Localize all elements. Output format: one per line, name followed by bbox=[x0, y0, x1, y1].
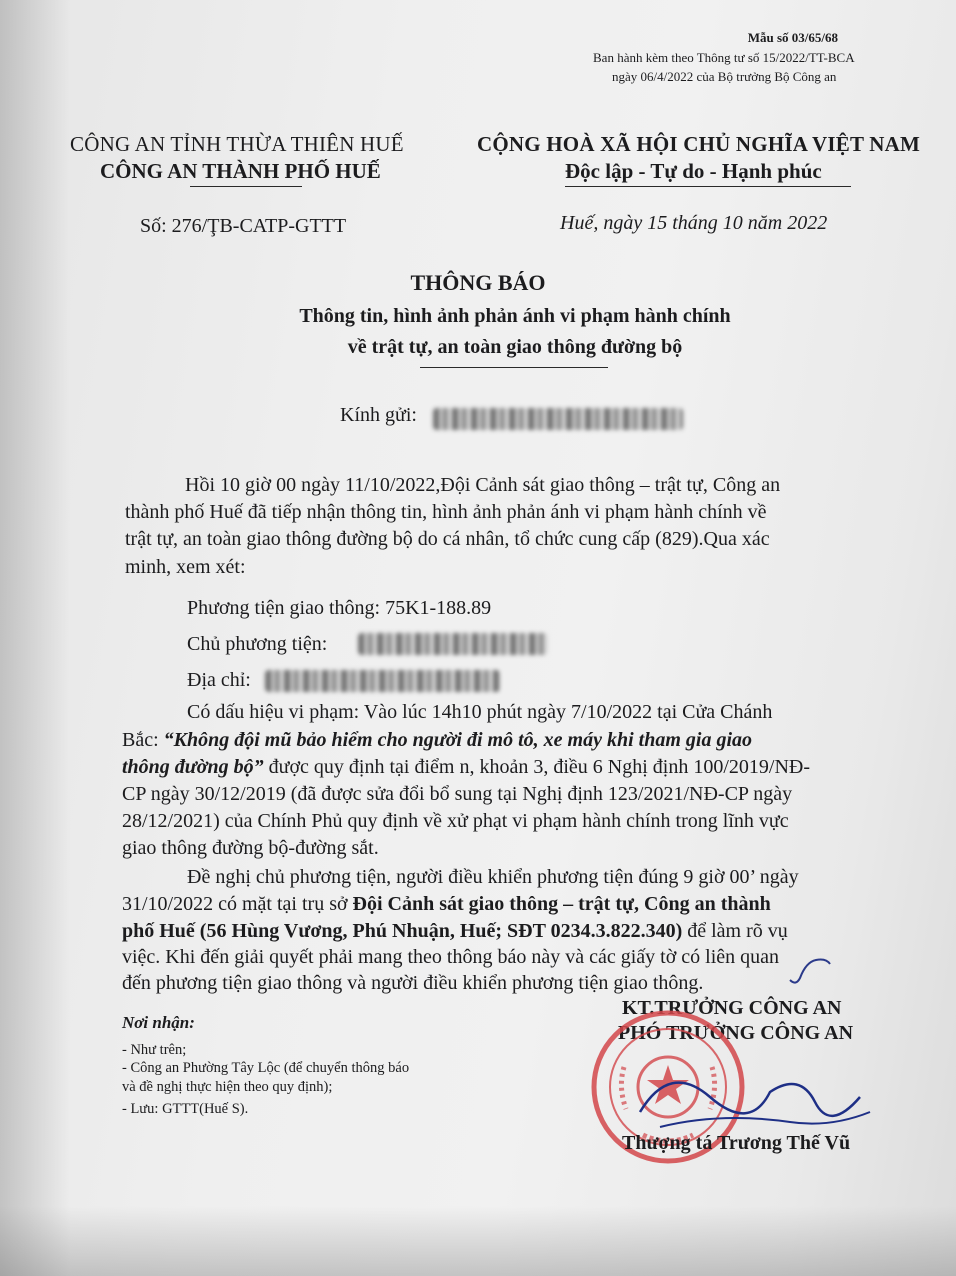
body-intro-line-4: minh, xem xét: bbox=[125, 556, 246, 578]
address-label: Địa chỉ: bbox=[187, 669, 251, 691]
redacted-owner bbox=[358, 633, 548, 655]
motto-underline bbox=[565, 186, 851, 187]
violation-line-5: 28/12/2021) của Chính Phủ quy định về xử phạt vi phạm hành chính trong lĩnh vực bbox=[122, 810, 789, 832]
body-intro-line-3: trật tự, an toàn giao thông đường bộ do cá nhân, tổ chức cung cấp (829).Qua xác bbox=[125, 528, 770, 550]
issuing-org-parent: CÔNG AN TỈNH THỪA THIÊN HUẾ bbox=[70, 132, 404, 156]
national-title: CỘNG HOÀ XÃ HỘI CHỦ NGHĨA VIỆT NAM bbox=[477, 132, 920, 156]
recipients-label: Nơi nhận: bbox=[122, 1013, 195, 1032]
national-motto: Độc lập - Tự do - Hạnh phúc bbox=[565, 159, 822, 183]
recipient-item-3: và đề nghị thực hiện theo quy định); bbox=[122, 1079, 333, 1095]
signer-name: Thượng tá Trương Thế Vũ bbox=[622, 1132, 851, 1154]
body-intro-line-1: Hồi 10 giờ 00 ngày 11/10/2022,Đội Cảnh sát giao thông – trật tự, Công an bbox=[185, 474, 781, 496]
document-number: Số: 276/ŢB-CATP-GTTT bbox=[140, 215, 347, 237]
redacted-recipient bbox=[433, 408, 683, 430]
recipient-label: Kính gửi: bbox=[340, 404, 417, 426]
form-issued-line-2: ngày 06/4/2022 của Bộ trưởng Bộ Công an bbox=[612, 69, 837, 84]
request-line-5: đến phương tiện giao thông và người điều khiển phương tiện giao thông. bbox=[122, 972, 704, 994]
org-underline bbox=[190, 186, 302, 187]
vehicle-plate: Phương tiện giao thông: 75K1-188.89 bbox=[187, 597, 492, 619]
redacted-address bbox=[265, 670, 500, 692]
form-code: Mẫu số 03/65/68 bbox=[747, 30, 838, 45]
document-subtitle-1: Thông tin, hình ảnh phản ánh vi phạm hành chính bbox=[299, 305, 731, 327]
recipient-item-4: - Lưu: GTTT(Huế S). bbox=[122, 1101, 249, 1117]
subtitle-underline bbox=[420, 367, 608, 368]
place-and-date: Huế, ngày 15 tháng 10 năm 2022 bbox=[560, 212, 828, 234]
request-line-3: phố Huế (56 Hùng Vương, Phú Nhuận, Huế; SĐT 0234.3.822.340) để làm rõ vụ bbox=[122, 920, 788, 942]
request-line-4: việc. Khi đến giải quyết phải mang theo thông báo này và các giấy tờ có liên quan bbox=[122, 946, 780, 968]
body-intro-line-2: thành phố Huế đã tiếp nhận thông tin, hình ảnh phản ánh vi phạm hành chính về bbox=[125, 501, 767, 523]
request-line-2: 31/10/2022 có mặt tại trụ sở Đội Cảnh sát giao thông – trật tự, Công an thành bbox=[122, 893, 771, 915]
document-title: THÔNG BÁO bbox=[410, 270, 546, 295]
violation-line-3: thông đường bộ” được quy định tại điểm n, khoản 3, điều 6 Nghị định 100/2019/NĐ- bbox=[122, 756, 810, 778]
handwritten-tick-mark bbox=[786, 952, 866, 992]
page-shadow-bottom bbox=[0, 1206, 956, 1276]
recipient-item-2: - Công an Phường Tây Lộc (để chuyển thông báo bbox=[122, 1060, 410, 1076]
form-issued-line-1: Ban hành kèm theo Thông tư số 15/2022/TT-BCA bbox=[593, 50, 855, 65]
signer-title-2: PHÓ TRƯỞNG CÔNG AN bbox=[618, 1022, 854, 1044]
recipient-item-1: - Như trên; bbox=[122, 1042, 187, 1058]
violation-line-6: giao thông đường bộ-đường sắt. bbox=[122, 837, 379, 859]
violation-line-2: Bắc: “Không đội mũ bảo hiểm cho người đi mô tô, xe máy khi tham gia giao bbox=[122, 729, 752, 751]
document-subtitle-2: về trật tự, an toàn giao thông đường bộ bbox=[347, 336, 683, 358]
page-shadow-left bbox=[0, 0, 70, 1276]
request-line-1: Đề nghị chủ phương tiện, người điều khiển phương tiện đúng 9 giờ 00’ ngày bbox=[187, 866, 799, 888]
issuing-org: CÔNG AN THÀNH PHỐ HUẾ bbox=[100, 159, 381, 183]
signer-title-1: KT.TRƯỞNG CÔNG AN bbox=[622, 997, 842, 1019]
violation-line-1: Có dấu hiệu vi phạm: Vào lúc 14h10 phút ngày 7/10/2022 tại Cửa Chánh bbox=[187, 701, 773, 723]
owner-label: Chủ phương tiện: bbox=[187, 633, 328, 655]
violation-line-4: CP ngày 30/12/2019 (đã được sửa đổi bổ sung tại Nghị định 123/2021/NĐ-CP ngày bbox=[122, 783, 793, 805]
